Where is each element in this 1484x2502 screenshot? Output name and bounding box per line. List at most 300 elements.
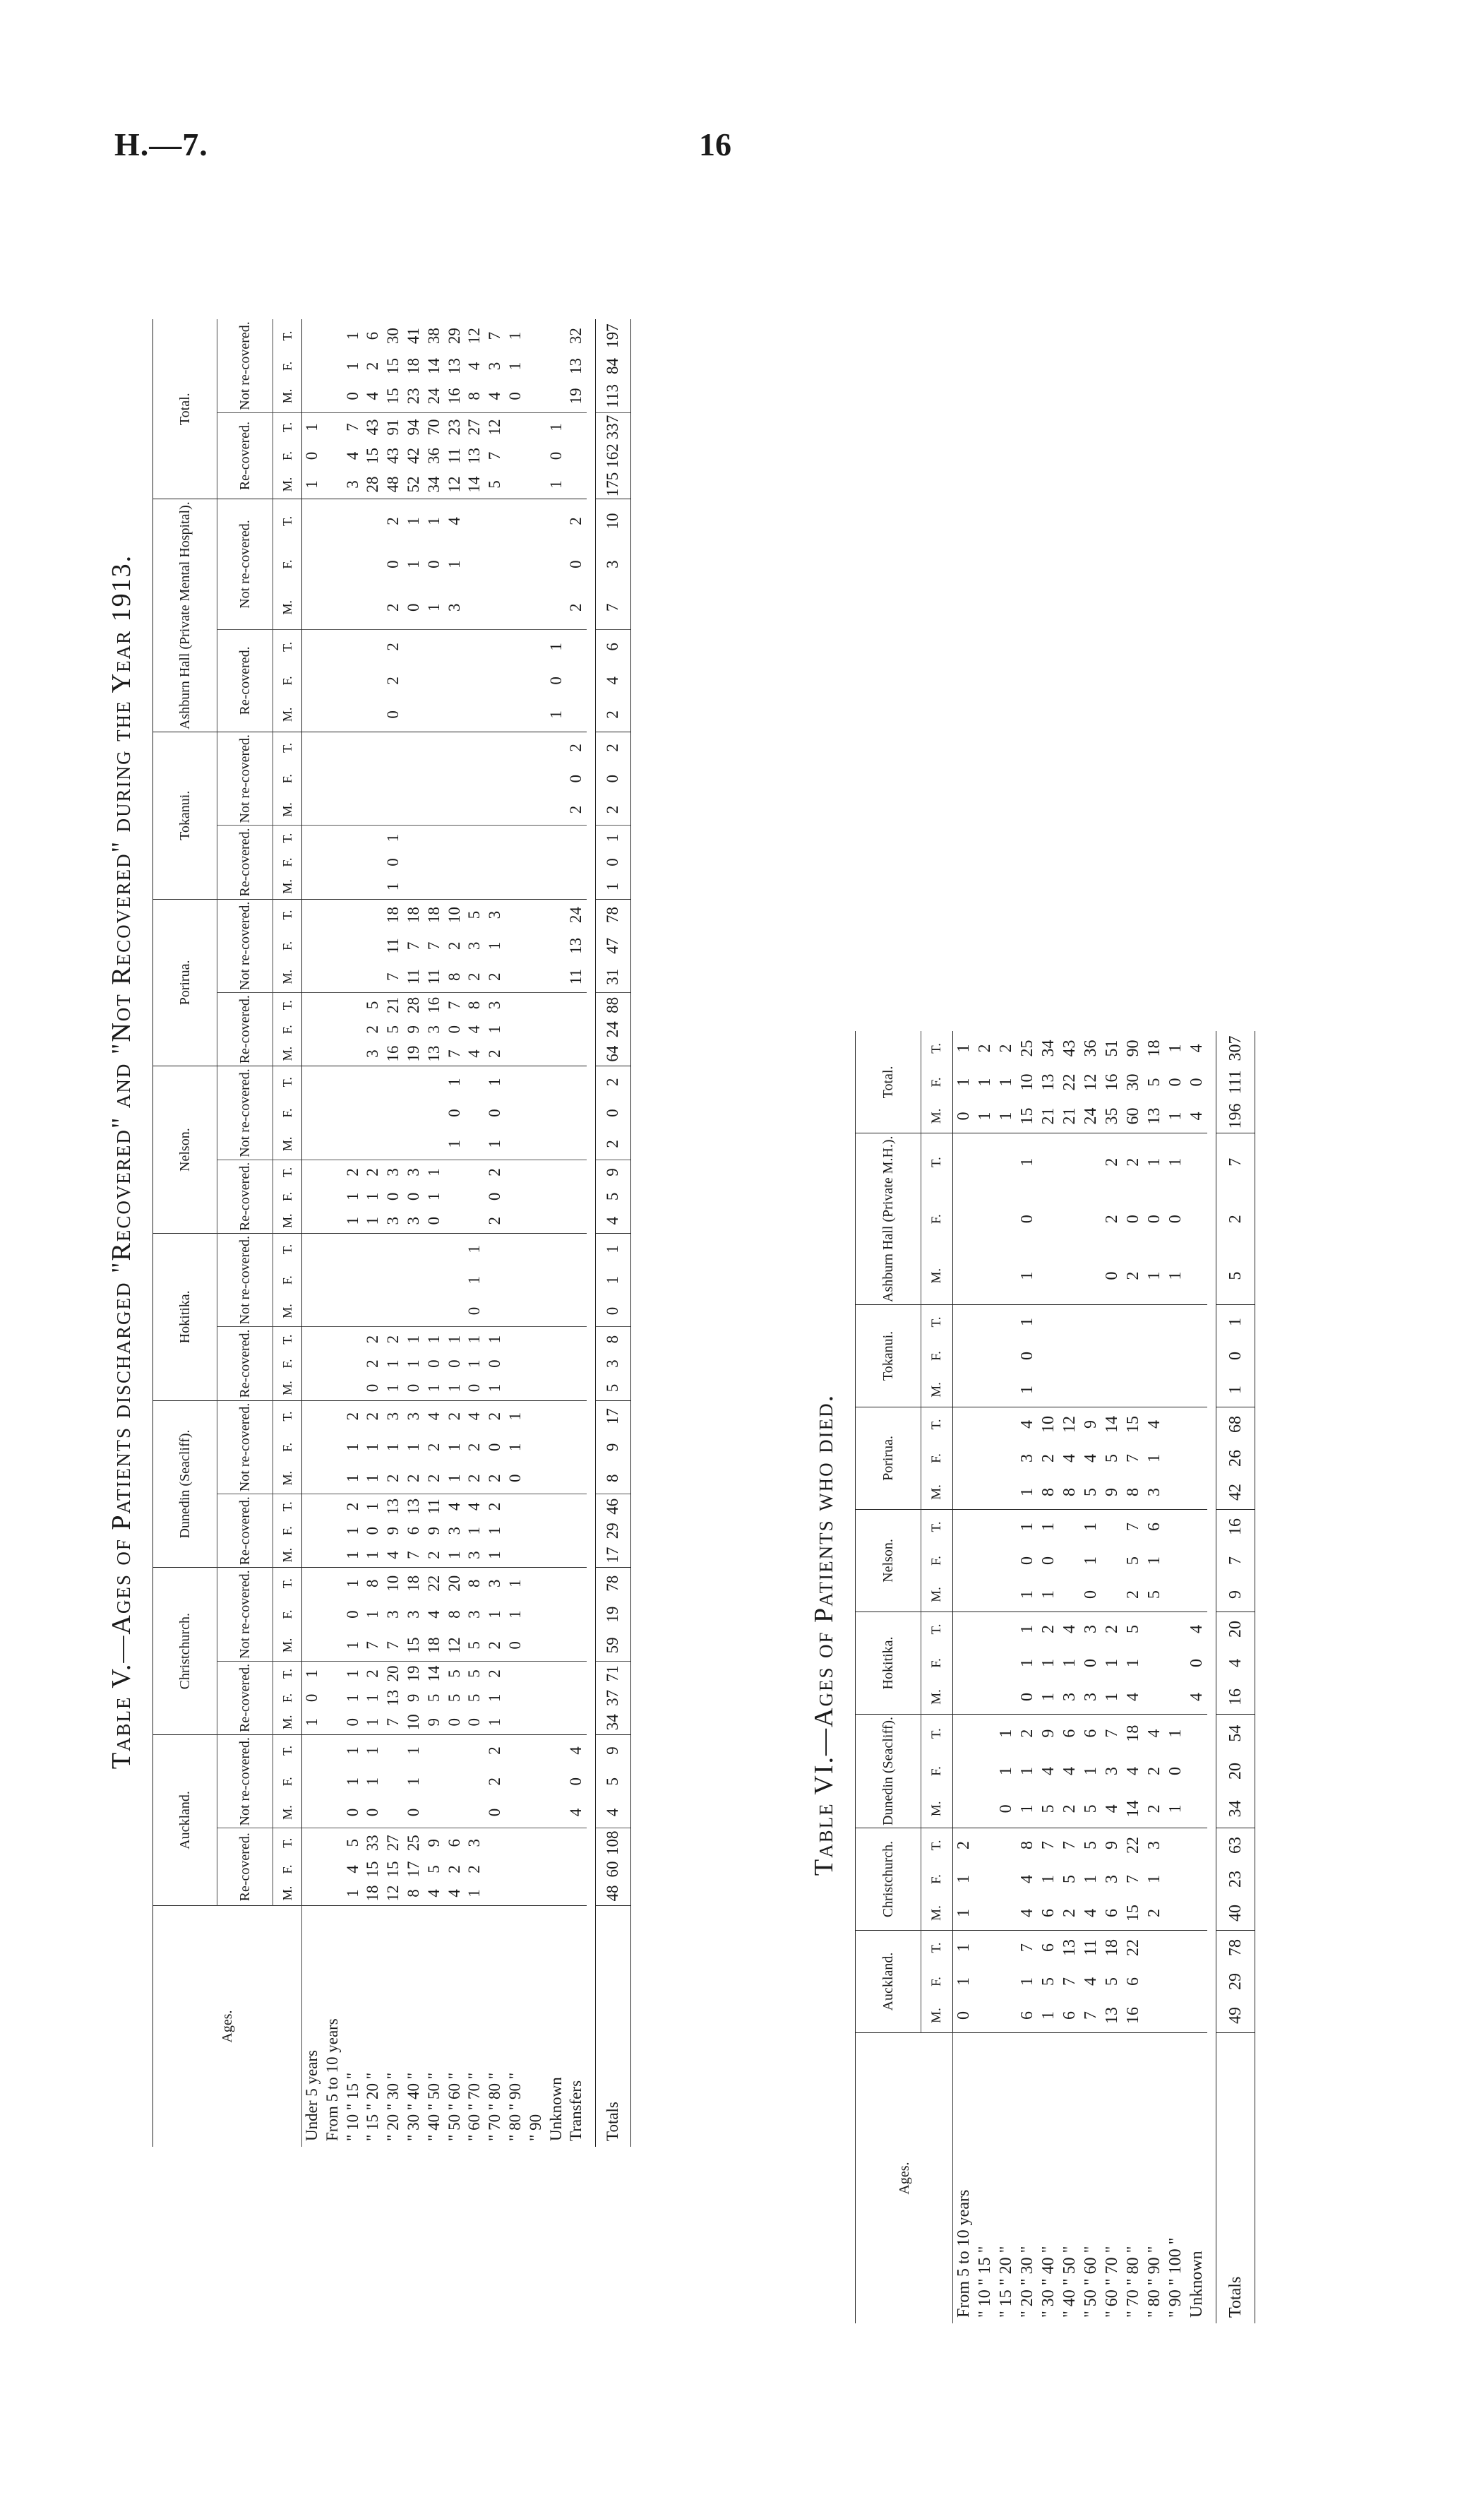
cell-value: 4 [1145, 1729, 1163, 1738]
total-value: 3 [596, 1352, 631, 1376]
cell-value: 18 [363, 1881, 383, 1906]
cell-value: 9 [424, 1526, 443, 1535]
cell-value: 3 [384, 1412, 402, 1421]
cell-value [526, 1042, 546, 1066]
cell-value [526, 1686, 546, 1710]
cell-value: 0 [445, 1710, 465, 1735]
cell-value [404, 732, 424, 763]
cell-value: 2 [424, 1463, 445, 1494]
sex-header: F. [921, 1339, 953, 1373]
cell-value: 1 [1017, 1373, 1038, 1407]
cell-value [323, 1661, 343, 1686]
cell-value: 2 [485, 961, 505, 992]
cell-value: 1 [343, 1777, 361, 1786]
cell-value [445, 664, 465, 698]
total-value: 1 [596, 1233, 631, 1264]
sex-header: T. [273, 1160, 302, 1184]
cell-value: 5 [384, 1025, 402, 1034]
cell-value [1186, 1247, 1207, 1304]
cell-value: 8 [1038, 1475, 1059, 1510]
cell-value: 4 [1017, 1896, 1038, 1931]
cell-value [1080, 1191, 1101, 1247]
cell-value [1080, 1339, 1101, 1373]
cell-value [323, 586, 343, 630]
cell-value: 0 [546, 677, 565, 685]
cell-value: 1 [1060, 1658, 1079, 1667]
cell-value [546, 1494, 567, 1519]
cell-value [526, 441, 546, 470]
institution-header: Total. [153, 319, 217, 499]
cell-value: 13 [384, 1689, 402, 1706]
cell-value [363, 664, 383, 698]
cell-value [546, 1734, 567, 1765]
age-label: " 15 " 20 " [997, 2246, 1015, 2318]
table-row [1017, 1031, 1038, 2323]
cell-value [302, 1568, 323, 1599]
cell-value [953, 1612, 975, 1646]
cell-value [363, 1066, 383, 1097]
total-value: 68 [1216, 1407, 1255, 1441]
cell-value: 1 [505, 1610, 524, 1619]
cell-value: 10 [445, 907, 463, 924]
cell-value [526, 1463, 546, 1494]
cell-value [302, 1519, 323, 1543]
cell-value: 9 [424, 1839, 443, 1847]
total-value: 175 [596, 470, 631, 499]
total-value: 7 [1216, 1544, 1255, 1578]
cell-value [566, 1686, 587, 1710]
cell-value [566, 441, 587, 470]
cell-value: 3 [1145, 1841, 1163, 1849]
table-row [526, 319, 546, 2147]
cell-value [526, 1519, 546, 1543]
cell-value [526, 1209, 546, 1234]
cell-value [1165, 1509, 1186, 1544]
cell-value [445, 1265, 465, 1296]
total-value: 24 [596, 1018, 631, 1042]
cell-value: 1 [343, 1693, 361, 1703]
cell-value [526, 1494, 546, 1519]
cell-value [465, 794, 485, 826]
table-vi-block [808, 946, 1255, 2323]
cell-value: 1 [383, 874, 404, 899]
cell-value [343, 1352, 364, 1376]
cell-value [302, 1042, 323, 1066]
cell-value [445, 629, 465, 664]
cell-value [1165, 1646, 1186, 1680]
cell-value: 1 [486, 1693, 504, 1703]
cell-value [323, 961, 343, 992]
cell-value: 0 [445, 1109, 463, 1117]
cell-value: 9 [404, 1025, 422, 1034]
cell-value: 2 [1145, 1767, 1163, 1775]
cell-value [302, 1160, 323, 1184]
recovered-subheader: Re-covered. [217, 1327, 273, 1400]
cell-value [424, 763, 445, 794]
age-label: Under 5 years [303, 2049, 321, 2141]
cell-value [465, 850, 485, 874]
cell-value [505, 1042, 526, 1066]
cell-value [1186, 1441, 1207, 1475]
cell-value [302, 1797, 323, 1828]
cell-value: 2 [485, 1630, 505, 1661]
cell-value: 0 [465, 1376, 485, 1400]
cell-value [323, 664, 343, 698]
cell-value: 1 [1124, 1658, 1142, 1667]
total-value: 40 [1216, 1896, 1255, 1931]
cell-value [1165, 1578, 1186, 1612]
cell-value: 0 [404, 1376, 424, 1400]
cell-value: 1 [363, 1463, 383, 1494]
cell-value: 6 [364, 331, 382, 340]
cell-value: 1 [1018, 1522, 1036, 1531]
cell-value: 4 [424, 1881, 445, 1906]
cell-value: 60 [1123, 1099, 1144, 1133]
cell-value: 12 [1082, 1073, 1100, 1091]
cell-value: 1 [424, 517, 443, 525]
cell-value [526, 1432, 546, 1463]
cell-value [323, 931, 343, 962]
cell-value: 2 [384, 517, 402, 525]
cell-value [1165, 1339, 1186, 1373]
cell-value [566, 1463, 587, 1494]
cell-value: 1 [404, 560, 422, 568]
cell-value: 2 [486, 1168, 504, 1176]
cell-value: 6 [1038, 1896, 1059, 1931]
age-label: " 60 " 70 " [465, 2072, 484, 2141]
cell-value [546, 1797, 567, 1828]
cell-value [505, 1296, 526, 1327]
cell-value: 0 [363, 1797, 383, 1828]
cell-value [566, 1128, 587, 1160]
cell-value [343, 993, 364, 1018]
sex-header: M. [273, 1630, 302, 1661]
cell-value [465, 732, 485, 763]
cell-value [505, 664, 526, 698]
total-value: 78 [596, 1568, 631, 1599]
institution-header: Christchurch. [153, 1568, 217, 1735]
cell-value [566, 664, 587, 698]
cell-value [343, 732, 364, 763]
cell-value: 14 [424, 357, 443, 374]
sex-header: T. [273, 319, 302, 352]
totals-row [596, 319, 631, 2147]
cell-value [445, 1184, 465, 1208]
cell-value [302, 874, 323, 899]
cell-value: 1 [445, 1443, 463, 1452]
cell-value [485, 499, 505, 543]
cell-value: 2 [364, 1335, 382, 1344]
total-value: 29 [1216, 1965, 1255, 1998]
cell-value [1038, 1304, 1059, 1339]
cell-value: 2 [404, 1463, 424, 1494]
cell-value [1165, 1931, 1186, 1965]
totals-label: Totals [596, 1906, 631, 2147]
cell-value: 1 [1145, 1157, 1163, 1167]
table-row [424, 319, 445, 2147]
cell-value [505, 698, 526, 732]
cell-value [465, 826, 485, 850]
cell-value [546, 1184, 567, 1208]
sex-header: F. [921, 1862, 953, 1896]
cell-value: 6 [1145, 1522, 1163, 1531]
sex-header: T. [921, 1133, 953, 1191]
cell-value [505, 1710, 526, 1735]
cell-value [566, 1184, 587, 1208]
total-value: 84 [596, 352, 631, 380]
cell-value [485, 763, 505, 794]
cell-value [302, 1734, 323, 1765]
cell-value: 7 [1124, 1453, 1142, 1463]
cell-value: 4 [363, 380, 383, 412]
cell-value [363, 794, 383, 826]
cell-value: 18 [1145, 1039, 1163, 1057]
cell-value [1038, 1339, 1059, 1373]
cell-value: 0 [567, 1777, 585, 1786]
cell-value [1101, 1578, 1123, 1612]
cell-value: 18 [384, 907, 402, 924]
cell-value: 0 [384, 858, 402, 866]
age-label: " 90 " 100 " [1166, 2237, 1185, 2318]
cell-value: 1 [343, 1443, 361, 1452]
cell-value: 1 [1038, 1578, 1059, 1612]
cell-value: 22 [1060, 1073, 1079, 1091]
cell-value: 2 [364, 1669, 382, 1678]
total-value: 88 [596, 993, 631, 1018]
cell-value [566, 1661, 587, 1686]
age-label: " 80 " 90 " [1145, 2246, 1163, 2318]
total-value: 8 [596, 1463, 631, 1494]
cell-value [505, 899, 526, 930]
table-vi [855, 1031, 1255, 2323]
cell-value: 0 [343, 380, 364, 412]
cell-value: 90 [1124, 1039, 1142, 1057]
cell-value [323, 899, 343, 930]
cell-value [323, 1710, 343, 1735]
cell-value: 1 [486, 1526, 504, 1535]
cell-value [546, 1209, 567, 1234]
cell-value: 2 [465, 1865, 484, 1873]
cell-value [404, 1066, 424, 1097]
cell-value: 13 [1101, 1998, 1123, 2033]
sex-header: T. [273, 732, 302, 763]
cell-value: 91 [384, 419, 402, 436]
cell-value: 0 [1187, 1078, 1206, 1087]
cell-value: 1 [363, 1710, 383, 1735]
cell-value: 22 [1124, 1939, 1142, 1956]
age-label: " 15 " 20 " [364, 2072, 382, 2141]
institution-header: Porirua. [856, 1407, 921, 1509]
sex-header: T. [921, 1304, 953, 1339]
cell-value [323, 1327, 343, 1352]
cell-value [1123, 1304, 1144, 1339]
cell-value [485, 1881, 505, 1906]
cell-value: 2 [445, 1412, 463, 1421]
cell-value [383, 1128, 404, 1160]
cell-value [485, 629, 505, 664]
cell-value: 0 [1018, 1215, 1036, 1224]
total-value: 5 [596, 1376, 631, 1400]
cell-value: 2 [343, 1168, 361, 1176]
cell-value: 13 [445, 357, 463, 374]
recovered-subheader: Re-covered. [217, 1828, 273, 1906]
cell-value [505, 1233, 526, 1264]
cell-value: 1 [1166, 1729, 1185, 1738]
total-value: 0 [596, 1296, 631, 1327]
cell-value: 7 [343, 423, 361, 431]
cell-value: 2 [1103, 1215, 1121, 1224]
cell-value [546, 586, 567, 630]
table-row [485, 319, 505, 2147]
cell-value [445, 874, 465, 899]
cell-value [302, 499, 323, 543]
sex-header: F. [273, 1018, 302, 1042]
total-value: 59 [596, 1630, 631, 1661]
sex-header: F. [273, 1599, 302, 1630]
cell-value: 0 [995, 1790, 1017, 1828]
cell-value [505, 1097, 526, 1128]
cell-value [566, 1352, 587, 1376]
cell-value [505, 1766, 526, 1797]
recovered-subheader: Re-covered. [217, 1661, 273, 1734]
cell-value [505, 874, 526, 899]
cell-value [953, 1578, 975, 1612]
cell-value: 3 [424, 1025, 443, 1034]
table-row [995, 1031, 1017, 2323]
cell-value [343, 586, 364, 630]
cell-value: 0 [404, 586, 424, 630]
cell-value: 5 [364, 1001, 382, 1010]
total-value: 7 [1216, 1133, 1255, 1191]
cell-value: 1 [343, 331, 361, 340]
total-value: 64 [596, 1042, 631, 1066]
cell-value [546, 1018, 567, 1042]
cell-value [323, 1400, 343, 1431]
cell-value [526, 1352, 546, 1376]
sex-header: T. [273, 1734, 302, 1765]
cell-value [526, 470, 546, 499]
cell-value: 1 [485, 1710, 505, 1735]
cell-value: 1 [953, 1896, 975, 1931]
cell-value: 3 [1103, 1875, 1121, 1883]
cell-value: 2 [364, 362, 382, 371]
cell-value: 11 [1082, 1939, 1100, 1956]
cell-value: 0 [1187, 1658, 1206, 1667]
cell-value: 10 [1039, 1415, 1058, 1433]
cell-value: 3 [384, 1168, 402, 1176]
total-value: 8 [596, 1327, 631, 1352]
cell-value [424, 794, 445, 826]
table-row [465, 319, 485, 2147]
cell-value [323, 1097, 343, 1128]
cell-value: 0 [1018, 1556, 1036, 1565]
cell-value [343, 1296, 364, 1327]
sex-header: M. [273, 1797, 302, 1828]
cell-value [1038, 1247, 1059, 1304]
cell-value: 2 [424, 1543, 445, 1568]
cell-value [526, 850, 546, 874]
cell-value: 19 [404, 1665, 422, 1682]
cell-value [505, 1376, 526, 1400]
sex-header: T. [273, 1066, 302, 1097]
age-label: Unknown [546, 2077, 565, 2141]
cell-value [526, 380, 546, 412]
cell-value: 4 [1101, 1790, 1123, 1828]
cell-value [1186, 1475, 1207, 1510]
cell-value [1186, 1896, 1207, 1931]
cell-value: 2 [486, 1412, 504, 1421]
cell-value [546, 380, 567, 412]
cell-value [546, 319, 567, 352]
cell-value [526, 352, 546, 380]
cell-value: 15 [404, 1630, 424, 1661]
cell-value [526, 1296, 546, 1327]
total-value: 0 [1216, 1339, 1255, 1373]
cell-value [995, 1441, 1017, 1475]
total-value: 17 [596, 1543, 631, 1568]
cell-value: 19 [566, 380, 587, 412]
total-value: 2 [1216, 1191, 1255, 1247]
table-row [302, 319, 323, 2147]
cell-value [465, 586, 485, 630]
cell-value: 15 [383, 380, 404, 412]
cell-value: 5 [424, 1693, 443, 1703]
cell-value [445, 1734, 465, 1765]
cell-value [566, 629, 587, 664]
cell-value [526, 1797, 546, 1828]
cell-value: 5 [1080, 1475, 1101, 1510]
cell-value: 1 [302, 470, 323, 499]
cell-value: 1 [1039, 1875, 1058, 1883]
cell-value [974, 1998, 995, 2033]
cell-value: 9 [384, 1526, 402, 1535]
cell-value: 0 [1018, 1351, 1036, 1360]
cell-value [546, 1432, 567, 1463]
cell-value: 22 [1124, 1837, 1142, 1854]
cell-value [995, 1373, 1017, 1407]
cell-value [974, 1612, 995, 1646]
total-value: 1 [1216, 1304, 1255, 1339]
cell-value [404, 1233, 424, 1264]
cell-value: 0 [1166, 1215, 1185, 1224]
table-row [1186, 1031, 1207, 2323]
cell-value [526, 874, 546, 899]
cell-value: 7 [404, 1543, 424, 1568]
cell-value: 2 [997, 1044, 1015, 1053]
cell-value [546, 1400, 567, 1431]
cell-value [1059, 1373, 1080, 1407]
cell-value: 2 [445, 941, 463, 951]
cell-value [1186, 1304, 1207, 1339]
cell-value [323, 1209, 343, 1234]
cell-value [974, 1578, 995, 1612]
total-value: 37 [596, 1686, 631, 1710]
cell-value: 12 [465, 328, 484, 345]
cell-value: 0 [404, 1192, 422, 1201]
cell-value [526, 543, 546, 586]
cell-value [465, 1097, 485, 1128]
sex-header: F. [921, 1965, 953, 1998]
cell-value: 4 [424, 1610, 443, 1619]
sex-header: F. [273, 763, 302, 794]
cell-value: 2 [486, 1669, 504, 1678]
cell-value [323, 319, 343, 352]
cell-value: 13 [384, 1498, 402, 1515]
cell-value [424, 850, 445, 874]
cell-value [995, 1544, 1017, 1578]
cell-value: 6 [1082, 1729, 1100, 1738]
sex-header: T. [921, 1612, 953, 1646]
